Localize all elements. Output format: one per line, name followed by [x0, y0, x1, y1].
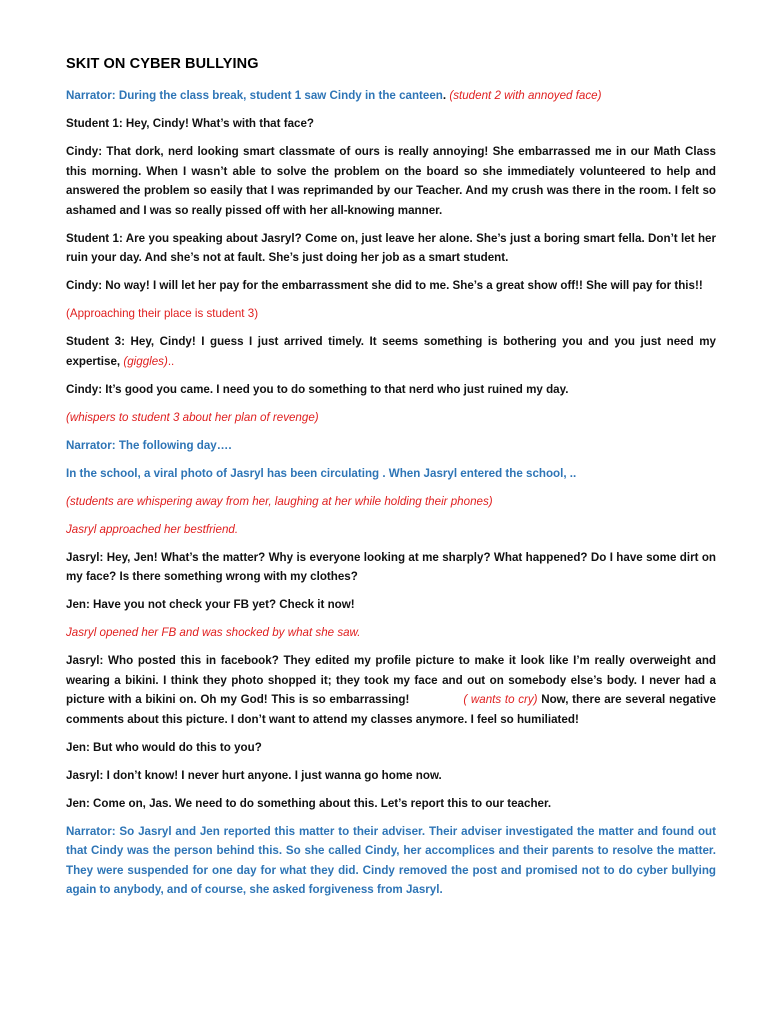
stage-direction: ( wants to cry)	[463, 693, 538, 706]
narrator-line-2: Narrator: The following day….	[66, 438, 232, 452]
ellipsis: ..	[167, 354, 175, 368]
dialogue-jen-2: Jen: But who would do this to you?	[66, 740, 262, 754]
dialogue-student1-1: Student 1: Hey, Cindy! What’s with that face?	[66, 117, 314, 130]
dialogue-jasryl-1: Jasryl: Hey, Jen! What’s the matter? Why is everyone looking at me sharply? What happened? Do I have some dirt on my face? Is there something wrong with my clothes?	[66, 550, 716, 583]
narrator-period: .	[442, 89, 450, 102]
dialogue-cindy-2: Cindy: No way! I will let her pay for the embarrassment she did to me. She’s a great show off!! She will pay for this!!	[66, 279, 703, 292]
dialogue-jen-3: Jen: Come on, Jas. We need to do something about this. Let’s report this to our teacher.	[66, 796, 552, 810]
dialogue-tail: Now, there are several negative comments about this picture. I don’t want to attend my classes anymore. I feel so humiliated!	[66, 693, 716, 726]
stage-direction-students-whisper: (students are whispering away from her, laughing at her while holding their phones)	[66, 494, 493, 508]
narrator-text: Narrator: During the class break, student 1 saw Cindy in the canteen	[66, 89, 443, 102]
dialogue-jasryl-2	[66, 651, 716, 729]
dialogue-cindy-1: Cindy: That dork, nerd looking smart classmate of ours is really annoying! She embarrassed me in our Math Class this morning. When I wasn’t able to solve the problem on the board so she immediately volunteered to help and answered the problem so easily that I was reprimanded by our Teacher. And my crush was there in the room. I felt so ashamed and I was so really pissed off with her all-knowing manner.	[66, 145, 716, 217]
stage-direction: (giggles)	[123, 354, 168, 368]
dialogue-student1-2: Student 1: Are you speaking about Jasryl? Come on, just leave her alone. She’s just a boring smart fella. Don’t let her ruin your day. And she’s not at fault. She’s just doing her job as a smart student.	[66, 231, 716, 264]
dialogue-cindy-3: Cindy: It’s good you came. I need you to do something to that nerd who just ruined my day.	[66, 382, 569, 396]
page-title: SKIT ON CYBER BULLYING	[66, 56, 259, 72]
dialogue-jasryl-3: Jasryl: I don’t know! I never hurt anyone. I just wanna go home now.	[66, 768, 442, 782]
dialogue-text: Jasryl: Who posted this in facebook? They edited my profile picture to make it look like I’m really overweight and wearing a bikini. I think they photo shopped it; they took my face and out on somebody else’s body. I never had a picture with a bikini on. Oh my God! This is so embarrassing!	[66, 654, 716, 706]
dialogue-jen-1: Jen: Have you not check your FB yet? Check it now!	[66, 598, 355, 611]
stage-direction-whispers: (whispers to student 3 about her plan of revenge)	[66, 410, 319, 424]
narrator-line-1	[66, 86, 716, 106]
dialogue-student3	[66, 332, 716, 371]
stage-direction-opened-fb: Jasryl opened her FB and was shocked by what she saw.	[66, 626, 361, 639]
stage-direction: (student 2 with annoyed face)	[449, 89, 602, 102]
dialogue-text: Student 3: Hey, Cindy! I guess I just arrived timely. It seems something is bothering you and you just need my expertise,	[66, 335, 716, 368]
narrator-conclusion: Narrator: So Jasryl and Jen reported this matter to their adviser. Their adviser investigated the matter and found out that Cindy was the person behind this. So she called Cindy, her accomplices and their parents to resolve the matter. They were suspended for one day for what they did. Cindy removed the post and promised not to do cyber bullying again to anybody, and of course, she asked forgiveness from Jasryl.	[66, 824, 716, 896]
stage-direction-jasryl-approaches: Jasryl approached her bestfriend.	[66, 522, 239, 536]
stage-direction-student3-arrives: (Approaching their place is student 3)	[66, 307, 259, 320]
narrator-line-3: In the school, a viral photo of Jasryl has been circulating . When Jasryl entered the school, ..	[66, 466, 577, 480]
